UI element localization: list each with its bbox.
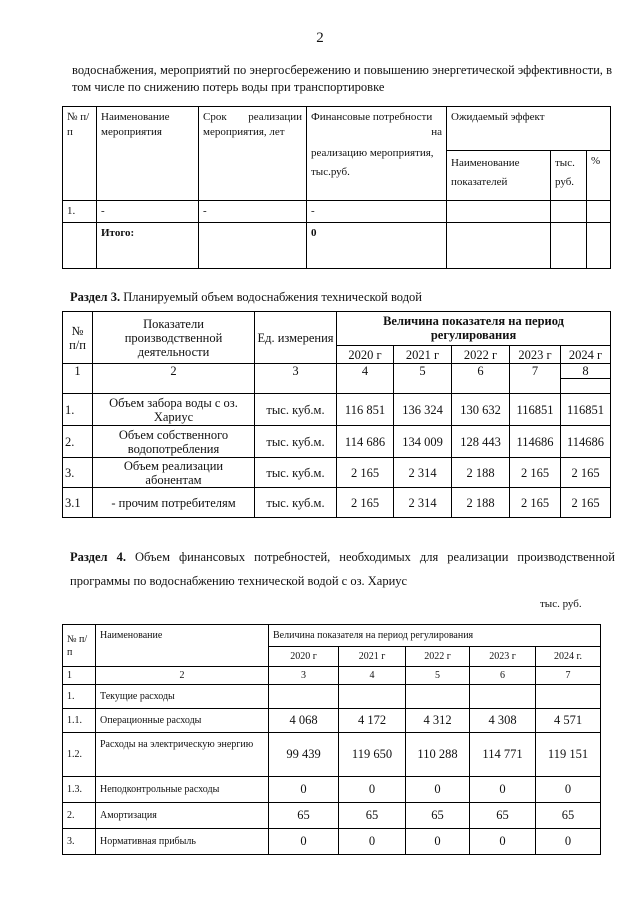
t3-head-indicator: Показатели производственной деятельности	[93, 312, 255, 364]
t1-head-effect: Ожидаемый эффект	[447, 107, 611, 151]
table-row: 1.1. Операционные расходы 4 068 4 172 4 312 4 308 4 571	[63, 709, 601, 733]
t3-year: 2022 г	[452, 346, 510, 364]
t3-year: 2024 г	[561, 346, 611, 364]
page-number: 2	[316, 30, 324, 46]
t4-head-no: № п/п	[63, 625, 96, 667]
section3-title: Раздел 3. Планируемый объем водоснабжения технической водой	[70, 290, 422, 304]
t1-sub-pct: %	[587, 151, 611, 201]
t4-year: 2023 г	[470, 647, 536, 667]
t1-head-name: Наименование мероприятия	[97, 107, 199, 201]
t3-year: 2021 г	[394, 346, 452, 364]
t4-head-name: Наименование	[96, 625, 269, 667]
table-row: 3. Нормативная прибыль 0 0 0 0 0	[63, 829, 601, 855]
t3-year: 2023 г	[510, 346, 561, 364]
t1-sub-rub: тыс. руб.	[551, 151, 587, 201]
t1-head-term: Срок реализации мероприятия, лет	[199, 107, 307, 201]
table-row-numbers: 1 2 3 4 5 6 7	[63, 667, 601, 685]
table-row: 1. Объем забора воды с оз. Хариус тыс. куб.м. 116 851 136 324 130 632 116851 116851	[63, 394, 611, 426]
t1-sub-indicator: Наименование показателей	[447, 151, 551, 201]
table-row: 3. Объем реализации абонентам тыс. куб.м. 2 165 2 314 2 188 2 165 2 165	[63, 458, 611, 488]
t3-head-value: Величина показателя на период регулирования	[337, 312, 611, 346]
t4-year: 2020 г	[269, 647, 339, 667]
t3-head-unit: Ед. измерения	[255, 312, 337, 364]
table-row-total: Итого: 0	[63, 223, 611, 269]
table-row: 3.1 - прочим потребителям тыс. куб.м. 2 165 2 314 2 188 2 165 2 165	[63, 488, 611, 518]
table-row: 2. Амортизация 65 65 65 65 65	[63, 803, 601, 829]
t4-head-value: Величина показателя на период регулирования	[269, 625, 601, 647]
t4-year: 2021 г	[339, 647, 406, 667]
intro-paragraph: водоснабжения, мероприятий по энергосбережению и повышению энергетической эффективности, в том числе по снижению потерь воды при транспортировке	[72, 63, 612, 94]
t3-year: 2020 г	[337, 346, 394, 364]
table-row: 1.2. Расходы на электрическую энергию 99 439 119 650 110 288 114 771 119 151	[63, 733, 601, 777]
section4-title: Раздел 4. Объем финансовых потребностей, необходимых для реализации производственной программы по водоснабжению технической водой с оз. Хариус	[70, 550, 615, 588]
table-row: 2. Объем собственного водопотребления тыс. куб.м. 114 686 134 009 128 443 114686 114686	[63, 426, 611, 458]
t4-year: 2024 г.	[536, 647, 601, 667]
table-row: 1. Текущие расходы	[63, 685, 601, 709]
measures-table	[62, 106, 611, 269]
section4-unit: тыс. руб.	[540, 598, 582, 610]
t1-head-fin: Финансовые потребности на реализацию мероприятия, тыс.руб.	[307, 107, 447, 201]
t1-head-no: № п/п	[63, 107, 97, 201]
t3-head-no: № п/п	[63, 312, 93, 364]
t4-year: 2022 г	[406, 647, 470, 667]
table-row: 1.3. Неподконтрольные расходы 0 0 0 0 0	[63, 777, 601, 803]
financial-needs-table	[62, 624, 601, 855]
water-volume-table	[62, 311, 611, 518]
table-row-numbers: 1 2 3 4 5 6 7 8	[63, 364, 611, 394]
table-row: 1. - - -	[63, 201, 611, 223]
